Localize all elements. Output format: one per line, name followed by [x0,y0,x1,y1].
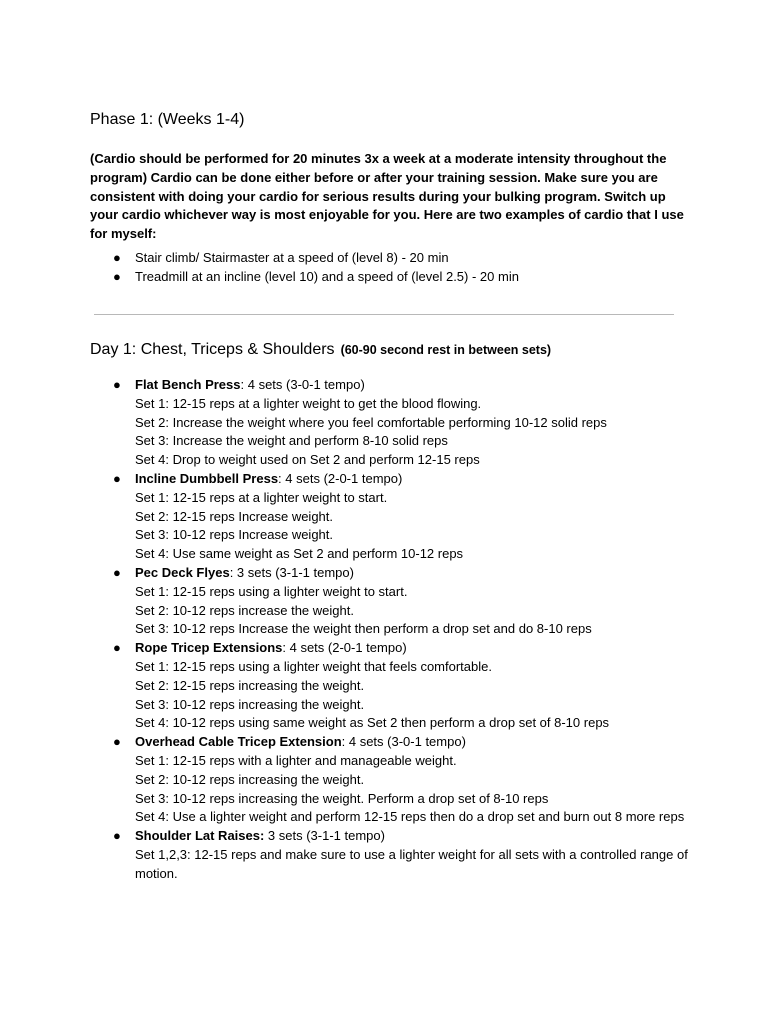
cardio-example: Stair climb/ Stairmaster at a speed of (level 8) - 20 min [135,250,449,265]
exercise-item [113,733,693,827]
exercise-name: Incline Dumbbell Press [135,470,279,486]
exercise-details: : 4 sets (2-0-1 tempo) [282,640,407,656]
set-line: Set 4: 10-12 reps using same weight as Set 2 then perform a drop set of 8-10 reps [135,715,610,731]
day-title: Day 1: Chest, Triceps & Shoulders [90,341,335,358]
list-item [113,249,519,268]
set-line: Set 4: Use a lighter weight and perform 12-15 reps then do a drop set and burn out 8 more reps [135,809,685,825]
bullet-icon: ● [113,564,121,580]
bullet-icon: ● [113,828,121,844]
bullet-icon: ● [113,734,121,750]
set-line: Set 1,2,3: 12-15 reps and make sure to use a lighter weight for all sets with a controlled range of motion. [135,846,688,881]
bullet-icon: ● [113,640,121,656]
rest-note: (60-90 second rest in between sets) [340,343,552,357]
cardio-intro: (Cardio should be performed for 20 minutes 3x a week at a moderate intensity throughout the program) Cardio can be done either before or after your training session. Make sure you are consistent with doing your cardio for serious results during your bulking program. Switch up your cardio whichever way is most enjoyable for you. Here are two examples of cardio that I use for myself: [90,151,684,242]
exercise-item [113,639,693,733]
set-line: Set 1: 12-15 reps with a lighter and manageable weight. [135,752,457,768]
set-line: Set 1: 12-15 reps using a lighter weight to start. [135,583,408,599]
set-line: Set 1: 12-15 reps at a lighter weight to get the blood flowing. [135,395,482,411]
exercise-details: : 4 sets (3-0-1 tempo) [240,377,365,392]
set-line: Set 3: 10-12 reps increasing the weight. Perform a drop set of 8-10 reps [135,790,549,806]
set-line: Set 2: 12-15 reps Increase weight. [135,508,334,524]
set-line: Set 3: 10-12 reps Increase the weight then perform a drop set and do 8-10 reps [135,621,592,637]
set-line: Set 4: Drop to weight used on Set 2 and perform 12-15 reps [135,452,480,468]
set-line: Set 2: 10-12 reps increasing the weight. [135,771,365,787]
set-line: Set 4: Use same weight as Set 2 and perform 10-12 reps [135,546,464,562]
set-line: Set 3: 10-12 reps Increase weight. [135,527,334,543]
exercise-name: Flat Bench Press [135,377,241,392]
exercise-item [113,827,693,883]
set-line: Set 2: 10-12 reps increase the weight. [135,602,354,618]
exercise-item [113,376,693,470]
exercise-name: Shoulder Lat Raises: [135,828,265,844]
exercise-details: : 4 sets (3-0-1 tempo) [341,734,466,750]
set-line: Set 2: 12-15 reps increasing the weight. [135,677,365,693]
exercise-name: Overhead Cable Tricep Extension [135,734,342,750]
exercise-details: : 3 sets (3-1-1 tempo) [229,564,354,580]
phase-title: Phase 1: (Weeks 1-4) [90,111,245,128]
exercise-item [113,470,693,564]
set-line: Set 3: 10-12 reps increasing the weight. [135,696,365,712]
bullet-icon: ● [113,377,121,392]
cardio-examples-list [113,249,519,287]
day-heading [90,341,551,359]
cardio-example: Treadmill at an incline (level 10) and a speed of (level 2.5) - 20 min [135,268,519,284]
horizontal-rule [94,314,674,315]
set-line: Set 3: Increase the weight and perform 8-10 solid reps [135,433,448,449]
exercise-item [113,564,693,639]
bullet-icon: ● [113,268,121,284]
exercise-name: Rope Tricep Extensions [135,640,283,656]
exercise-name: Pec Deck Flyes [135,564,230,580]
exercise-details: 3 sets (3-1-1 tempo) [264,828,385,844]
list-item [113,268,519,287]
exercise-list [113,376,693,884]
bullet-icon: ● [113,250,121,265]
set-line: Set 1: 12-15 reps using a lighter weight that feels comfortable. [135,658,492,674]
bullet-icon: ● [113,470,121,486]
set-line: Set 1: 12-15 reps at a lighter weight to start. [135,489,388,505]
set-line: Set 2: Increase the weight where you feel comfortable performing 10-12 solid reps [135,414,607,430]
exercise-details: : 4 sets (2-0-1 tempo) [278,470,403,486]
